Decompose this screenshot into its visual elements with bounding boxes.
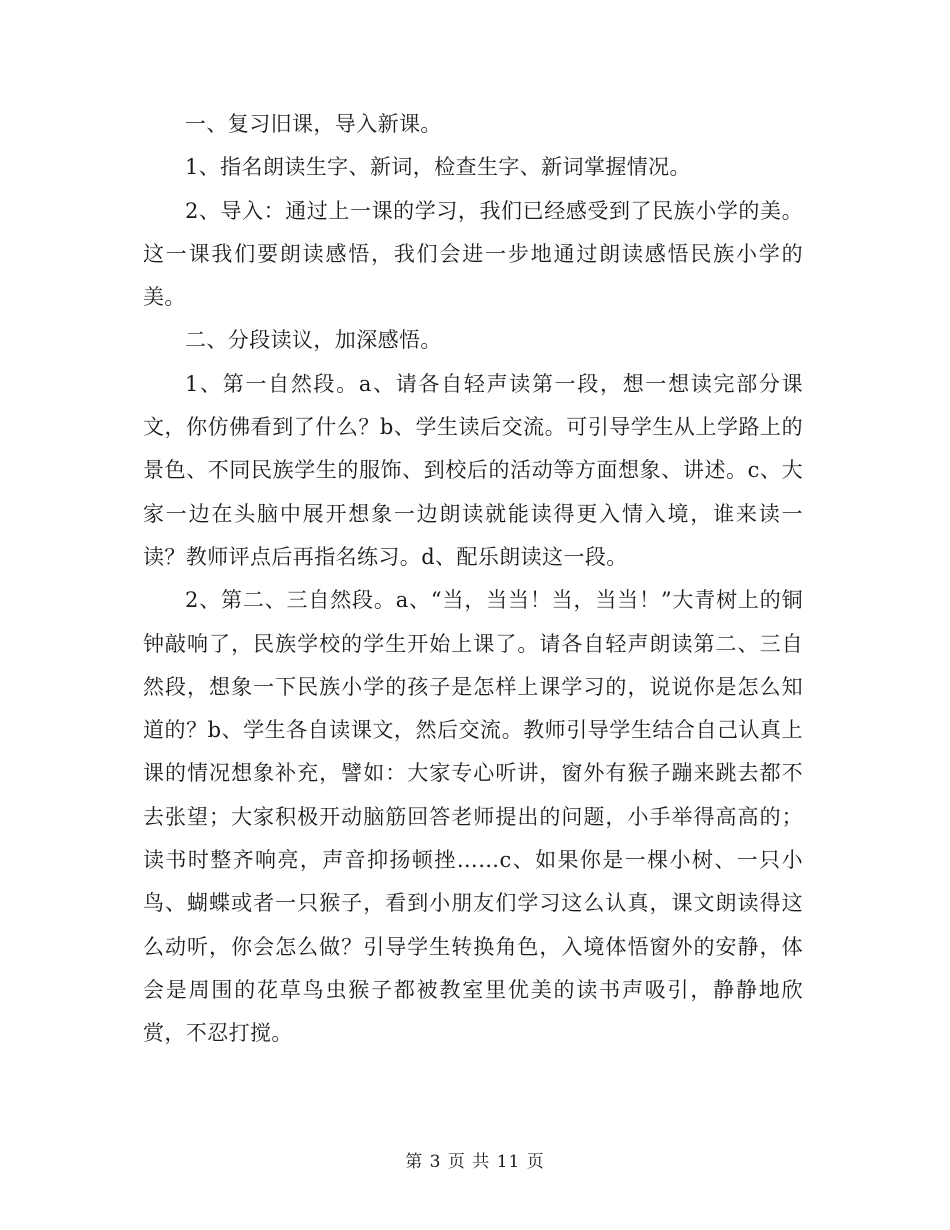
heading-review-old-lesson: 一、复习旧课，导入新课。	[185, 112, 442, 136]
document-body	[143, 103, 803, 1056]
paragraph-first-natural-section: 1、第一自然段。a、请各自轻声读第一段，想一想读完部分课文，你仿佛看到了什么？b、学生读后交流。可引导学生从上学路上的景色、不同民族学生的服饰、到校后的活动等方面想象、讲述。c、大家一边在头脑中展开想象一边朗读就能读得更入情入境，谁来读一读？教师评点后再指名练习。d、配乐朗读这一段。	[143, 371, 803, 569]
paragraph-second-third-sections: 2、第二、三自然段。a、“当，当当！当，当当！”大青树上的铜钟敲响了，民族学校的学生开始上课了。请各自轻声朗读第二、三自然段，想象一下民族小学的孩子是怎样上课学习的，说说你是怎么知道的？b、学生各自读课文，然后交流。教师引导学生结合自己认真上课的情况想象补充，譬如：大家专心听讲，窗外有猴子蹦来跳去都不去张望；大家积极开动脑筋回答老师提出的问题，小手举得高高的；读书时整齐响亮，声音抑扬顿挫……c、如果你是一棵小树、一只小鸟、蝴蝶或者一只猴子，看到小朋友们学习这么认真，课文朗读得这么动听，你会怎么做？引导学生转换角色，入境体悟窗外的安静，体会是周围的花草鸟虫猴子都被教室里优美的读书声吸引，静静地欣赏，不忍打搅。	[143, 588, 803, 1046]
heading-section-reading: 二、分段读议，加深感悟。	[185, 328, 442, 353]
paragraph-read-new-words: 1、指名朗读生字、新词，检查生字、新词掌握情况。	[185, 155, 691, 180]
page-number-footer: 第 3 页 共 11 页	[405, 1152, 545, 1172]
paragraph-introduction: 2、导入：通过上一课的学习，我们已经感受到了民族小学的美。这一课我们要朗读感悟，我们会进一步地通过朗读感悟民族小学的美。	[143, 198, 803, 310]
